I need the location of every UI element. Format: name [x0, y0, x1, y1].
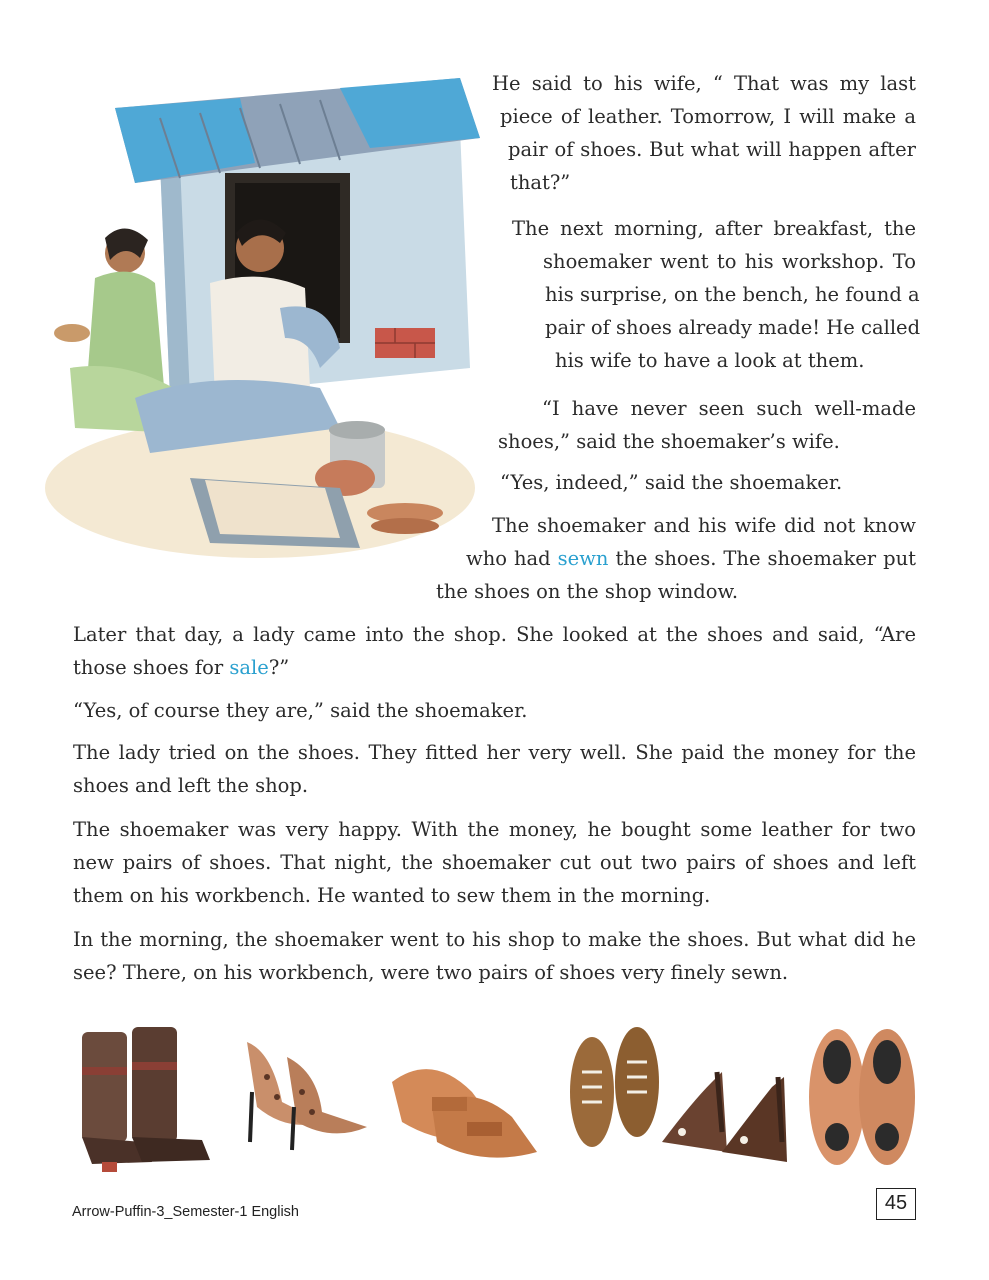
text-line: In the morning, the shoemaker went to his shop to make the shoes. But what did he — [73, 928, 916, 951]
text-line: pair of shoes already made! He called — [545, 316, 921, 339]
text-line: shoes,” said the shoemaker’s wife. — [498, 430, 840, 453]
text-line: The shoemaker and his wife did not know — [492, 514, 916, 537]
text-line: them on his workbench. He wanted to sew them in the morning. — [73, 884, 711, 907]
text-line: Later that day, a lady came into the shop. She looked at the shoes and said, “Are — [73, 623, 916, 646]
text-line — [466, 542, 916, 575]
text-line: “I have never seen such well-made — [542, 397, 916, 420]
text-line: The lady tried on the shoes. They fitted her very well. She paid the money for the — [73, 741, 916, 764]
text-line: that?” — [510, 171, 571, 194]
paragraph-2 — [512, 212, 921, 377]
leopard-heels-illustration — [247, 1042, 367, 1150]
paragraph-3 — [498, 392, 916, 458]
vocab-word-sale: sale — [229, 656, 269, 679]
text-segment: ?” — [268, 656, 290, 679]
loafers-illustration — [392, 1069, 537, 1157]
paragraph-1 — [492, 67, 916, 199]
text-line: pair of shoes. But what will happen after — [508, 138, 916, 161]
paragraph-4 — [500, 466, 916, 499]
text-line: see? There, on his workbench, were two pairs of shoes very finely sewn. — [73, 961, 789, 984]
dark-heels-illustration — [662, 1072, 787, 1162]
paragraph-8 — [73, 736, 916, 802]
text-line: The next morning, after breakfast, the — [512, 217, 916, 240]
text-line: shoemaker went to his workshop. To — [543, 250, 916, 273]
text-line: “Yes, indeed,” said the shoemaker. — [500, 471, 843, 494]
boots-illustration — [82, 1027, 210, 1172]
text-line: shoes and left the shop. — [73, 774, 309, 797]
vocab-word-sewn: sewn — [557, 547, 609, 570]
paragraph-10 — [73, 923, 916, 989]
text-line: his surprise, on the bench, he found a — [545, 283, 920, 306]
text-segment: those shoes for — [73, 656, 230, 679]
shoes-illustration-row — [72, 1012, 918, 1178]
text-segment: who had — [466, 547, 558, 570]
paragraph-5 — [436, 509, 916, 608]
text-line: his wife to have a look at them. — [555, 349, 865, 372]
footer-book-title: Arrow-Puffin-3_Semester-1 English — [72, 1204, 299, 1220]
page-number: 45 — [876, 1188, 916, 1220]
text-segment: the shoes. The shoemaker put — [608, 547, 916, 570]
paragraph-7 — [73, 694, 916, 727]
text-line: piece of leather. Tomorrow, I will make a — [500, 105, 916, 128]
text-line: new pairs of shoes. That night, the shoemaker cut out two pairs of shoes and left — [73, 851, 916, 874]
shoe-soles-illustration — [809, 1029, 915, 1165]
text-line: The shoemaker was very happy. With the money, he bought some leather for two — [73, 818, 916, 841]
text-line — [73, 651, 916, 684]
text-line: the shoes on the shop window. — [436, 580, 739, 603]
paragraph-6 — [73, 618, 916, 684]
text-line: He said to his wife, “ That was my last — [492, 72, 916, 95]
text-line: “Yes, of course they are,” said the shoemaker. — [73, 699, 528, 722]
shoemaker-hut-illustration — [40, 68, 480, 568]
paragraph-9 — [73, 813, 916, 912]
lace-up-shoes-illustration — [570, 1027, 659, 1147]
